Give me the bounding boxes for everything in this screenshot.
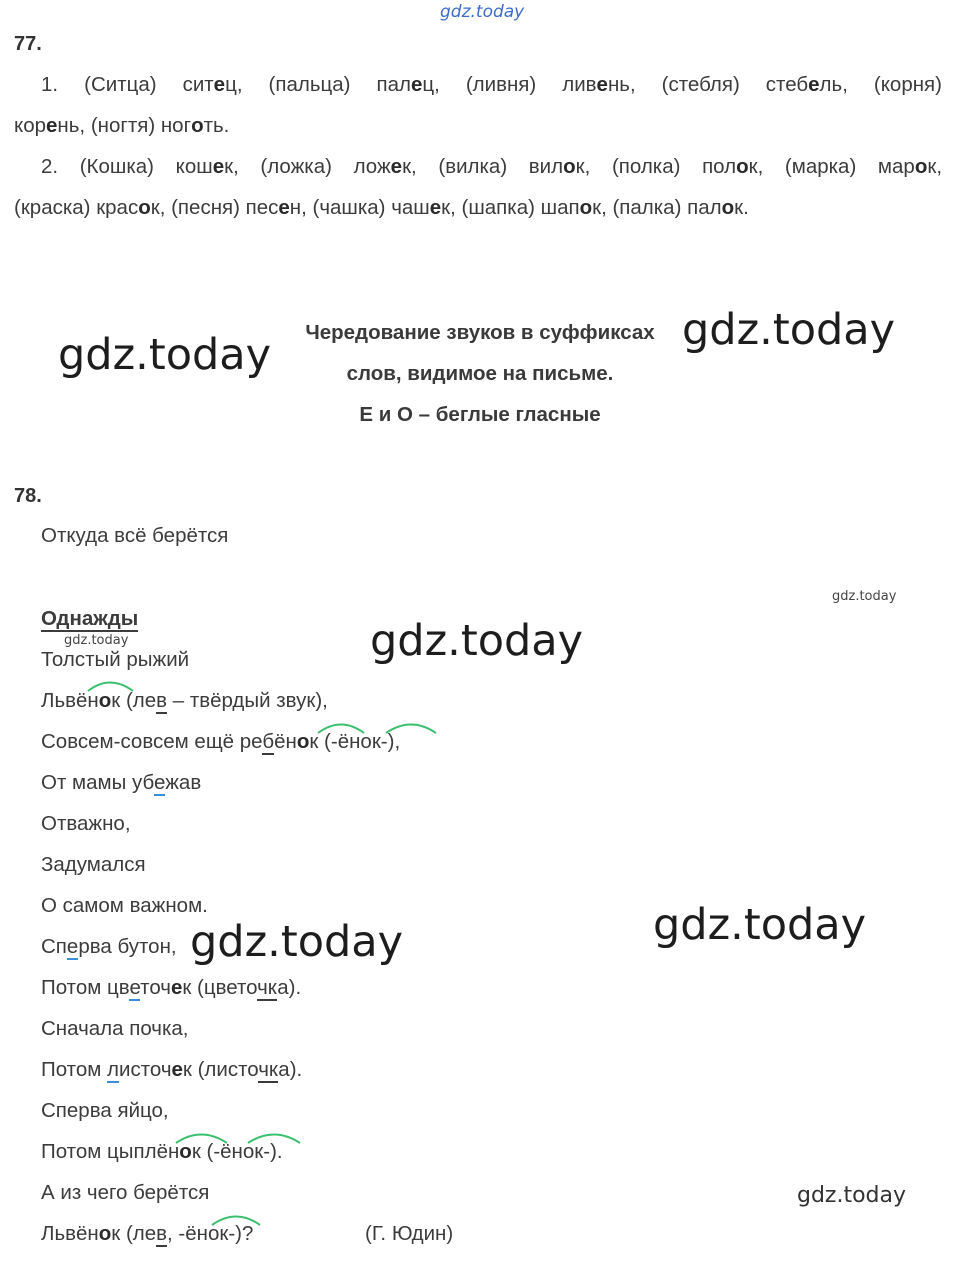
text: ы bbox=[120, 607, 139, 630]
text: к (ле bbox=[111, 1222, 157, 1245]
text: жд bbox=[93, 607, 121, 630]
text: в bbox=[156, 1222, 168, 1245]
vowel: о bbox=[191, 114, 204, 137]
text: к, (шапка) шап bbox=[441, 196, 580, 219]
vowel: е bbox=[170, 976, 183, 999]
poem-row-15: А из чего берётся bbox=[41, 1181, 210, 1204]
poem-row-8: О самом важном. bbox=[41, 894, 208, 917]
text: источ bbox=[119, 1058, 172, 1081]
vowel: е bbox=[46, 114, 58, 137]
text: Одна bbox=[41, 607, 94, 630]
vowel: о bbox=[736, 155, 749, 178]
text: е bbox=[129, 976, 141, 999]
vowel: о bbox=[138, 196, 151, 219]
text: к, (песня) пес bbox=[150, 196, 279, 219]
watermark: gdz.today bbox=[64, 633, 129, 648]
text: ён bbox=[274, 730, 297, 753]
watermark: gdz.today bbox=[653, 900, 867, 950]
heading-line-3: Е и О – беглые гласные bbox=[359, 403, 601, 426]
poem-row-10 bbox=[41, 976, 301, 1000]
text: нь, (ногтя) ног bbox=[57, 114, 192, 137]
poem-row-11: Сначала почка, bbox=[41, 1017, 189, 1040]
poem-author: (Г. Юдин) bbox=[365, 1222, 454, 1245]
poem-row-14 bbox=[41, 1140, 283, 1164]
text: жав bbox=[165, 771, 202, 794]
text: к. bbox=[734, 196, 749, 219]
text: нь, (стебля) стеб bbox=[607, 73, 809, 96]
poem-row-1 bbox=[41, 607, 138, 631]
ex77-p2-line2 bbox=[14, 187, 942, 228]
text: чк bbox=[258, 1058, 279, 1081]
watermark: gdz.today bbox=[58, 330, 272, 380]
ex77-p1-line2 bbox=[14, 105, 942, 146]
poem-row-12 bbox=[41, 1058, 302, 1082]
exercise-78-number: 78. bbox=[14, 485, 42, 507]
text: е bbox=[154, 771, 166, 794]
text: , -ёнок-)? bbox=[167, 1222, 254, 1245]
text: кор bbox=[14, 114, 47, 137]
vowel: о bbox=[721, 196, 735, 219]
text: к (-ёнок-), bbox=[309, 730, 401, 753]
text: к (-ёнок-). bbox=[191, 1140, 283, 1163]
watermark: gdz.today bbox=[797, 1183, 907, 1208]
heading-line-1: Чередование звуков в суффиксах bbox=[305, 321, 655, 344]
text: Совсем-совсем ещё ре bbox=[41, 730, 263, 753]
text: точ bbox=[140, 976, 171, 999]
text: Львён bbox=[41, 689, 99, 712]
vowel: е bbox=[808, 73, 820, 96]
poem-row-3 bbox=[41, 689, 328, 713]
text: рва бутон, bbox=[78, 935, 177, 958]
text: Львён bbox=[41, 1222, 99, 1245]
text: Сп bbox=[41, 935, 67, 958]
watermark: gdz.today bbox=[682, 305, 896, 355]
exercise-77-text bbox=[14, 64, 942, 228]
poem-row-4 bbox=[41, 730, 400, 754]
text: а). bbox=[277, 976, 302, 999]
vowel: е bbox=[213, 73, 226, 96]
text: в bbox=[156, 689, 168, 712]
text: к, (вилка) вил bbox=[402, 155, 564, 178]
ex77-p1-line1 bbox=[14, 64, 942, 105]
vowel: е bbox=[390, 155, 403, 178]
vowel: о bbox=[98, 1222, 112, 1245]
text: Потом bbox=[41, 1058, 108, 1081]
vowel: е bbox=[410, 73, 423, 96]
text: ть. bbox=[203, 114, 230, 137]
poem-row-9 bbox=[41, 935, 177, 959]
vowel: е bbox=[171, 1058, 183, 1081]
text: к, (марка) мар bbox=[748, 155, 915, 178]
vowel: о bbox=[98, 689, 112, 712]
text: 1. (Ситца) сит bbox=[41, 73, 214, 96]
text: От мамы уб bbox=[41, 771, 155, 794]
poem-title: Откуда всё берётся bbox=[41, 524, 229, 547]
vowel: е bbox=[278, 196, 290, 219]
text: чк bbox=[257, 976, 278, 999]
text: е bbox=[66, 935, 79, 958]
poem-row-16 bbox=[41, 1222, 253, 1246]
text: к (листо bbox=[182, 1058, 259, 1081]
poem-row-7: Задумался bbox=[41, 853, 146, 876]
text: к (цвето bbox=[182, 976, 258, 999]
text: Потом цв bbox=[41, 976, 130, 999]
text: (краска) крас bbox=[14, 196, 139, 219]
text: к, (ложка) лож bbox=[224, 155, 391, 178]
vowel: о bbox=[563, 155, 576, 178]
watermark: gdz.today bbox=[832, 589, 897, 604]
vowel: о bbox=[296, 730, 310, 753]
heading-line-2: слов, видимое на письме. bbox=[346, 362, 614, 385]
text: л bbox=[107, 1058, 120, 1081]
ex77-p2-line1 bbox=[14, 146, 942, 187]
text: – твёрдый звук), bbox=[167, 689, 328, 712]
text: а). bbox=[278, 1058, 303, 1081]
text: к (ле bbox=[111, 689, 157, 712]
vowel: о bbox=[579, 196, 593, 219]
exercise-77-number: 77. bbox=[14, 33, 42, 55]
poem-row-5 bbox=[41, 771, 201, 795]
watermark: gdz.today bbox=[190, 917, 404, 967]
watermark-top: gdz.today bbox=[440, 2, 525, 22]
text: к, bbox=[927, 155, 943, 178]
vowel: е bbox=[429, 196, 442, 219]
vowel: е bbox=[212, 155, 225, 178]
text: н, (чашка) чаш bbox=[289, 196, 430, 219]
watermark: gdz.today bbox=[370, 616, 584, 666]
text: Потом цыплён bbox=[41, 1140, 180, 1163]
vowel: о bbox=[179, 1140, 192, 1163]
text: к, (полка) пол bbox=[575, 155, 737, 178]
text: ц, (ливня) лив bbox=[422, 73, 597, 96]
vowel: е bbox=[596, 73, 608, 96]
vowel: о bbox=[914, 155, 928, 178]
text: ц, (пальца) пал bbox=[225, 73, 411, 96]
text: 2. (Кошка) кош bbox=[41, 155, 213, 178]
section-heading bbox=[270, 312, 690, 435]
poem-row-2: Толстый рыжий bbox=[41, 648, 190, 671]
poem-row-6: Отважно, bbox=[41, 812, 131, 835]
text: к, (палка) пал bbox=[592, 196, 722, 219]
text: ль, (корня) bbox=[819, 73, 942, 96]
poem-row-13: Сперва яйцо, bbox=[41, 1099, 169, 1122]
text: б bbox=[262, 730, 275, 753]
